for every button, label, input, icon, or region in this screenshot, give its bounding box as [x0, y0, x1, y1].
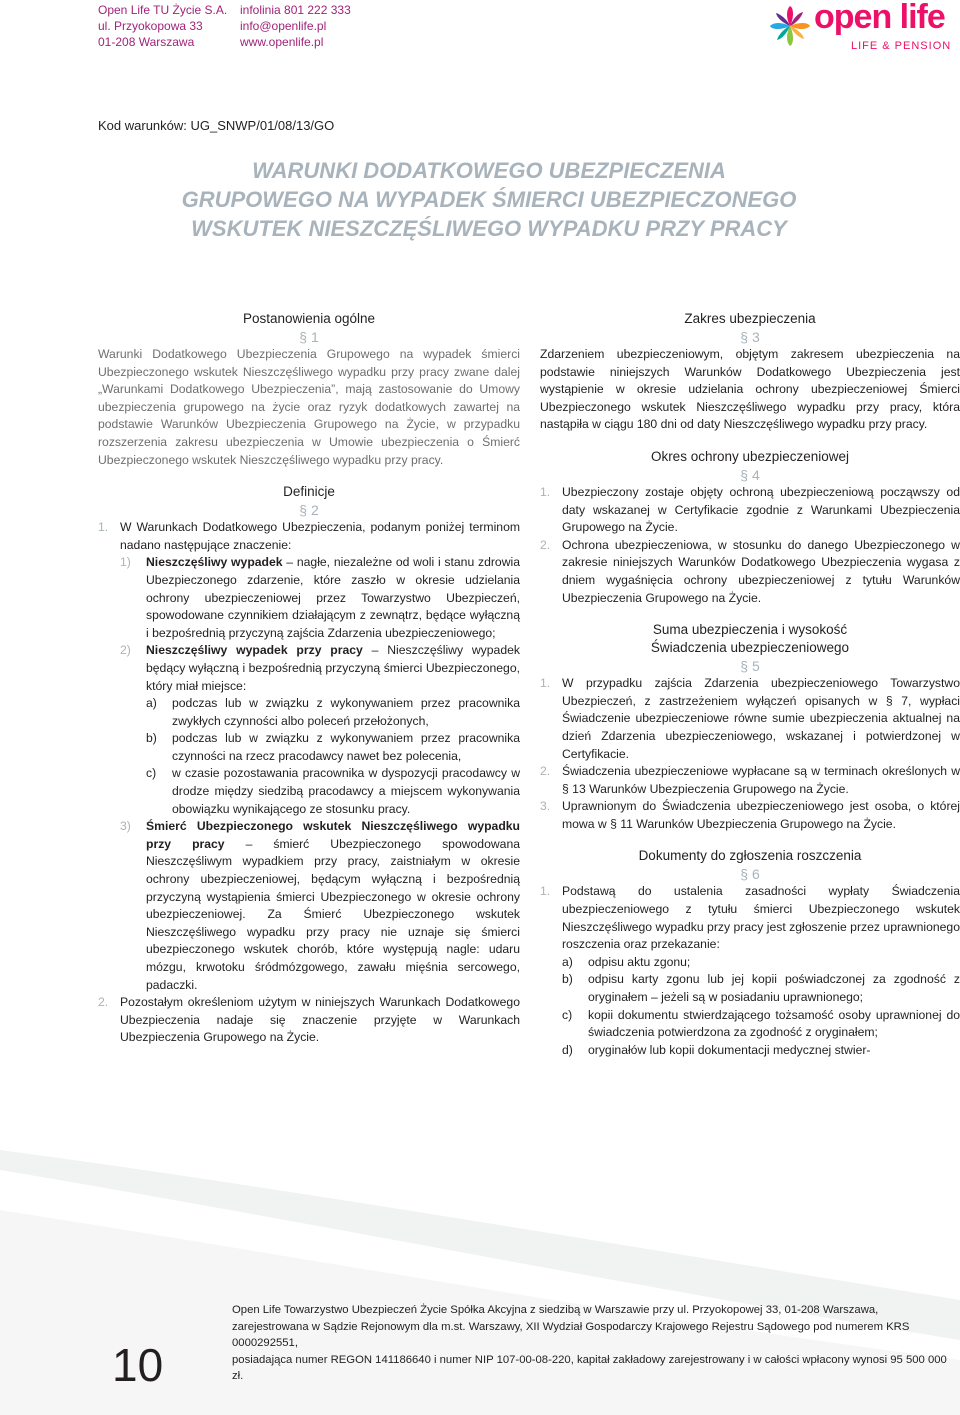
- paragraph-number: 1.: [540, 884, 551, 899]
- sub-item-text: podczas lub w związku z wykonywaniem przez pracownika czynności na rzecz pracodawcy nawet bez polecenia,: [172, 731, 520, 763]
- company-address: [98, 2, 227, 50]
- paragraph: [540, 537, 960, 607]
- sub-item: [562, 1007, 960, 1042]
- section-heading: Okres ochrony ubezpieczeniowej: [650, 448, 850, 464]
- general-provisions-text: Warunki Dodatkowego Ubezpieczenia Grupowego na wypadek śmierci Ubezpieczonego wskutek Nieszczęśliwego wypadku przy pracy zwane dalej „Warunkami Dodatkowego Ubezpieczenia”, mają zastosowanie do Umowy ubezpieczenia grupowego na życie oraz ryzyk dodatkowych zawartej na podstawie Warunków Ubezpieczenia Grupowego na Życie, w przypadku rozszerzenia zakresu ubezpieczenia w Umowie ubezpieczenia o Śmierć Ubezpieczonego wskutek Nieszczęśliwego wypadku przy pracy.: [98, 347, 520, 467]
- paragraph-number: 2.: [540, 537, 551, 552]
- paragraph-text: W Warunkach Dodatkowego Ubezpieczenia, podanym poniżej terminom nadano następujące znaczenie:: [120, 520, 520, 552]
- section-heading: Dokumenty do zgłoszenia roszczenia: [638, 848, 862, 864]
- definition-text: – śmierć Ubezpieczonego spowodowana Nieszczęśliwym wypadkiem przy pracy, zaistniałym w okresie ochrony ubezpieczeniowej, będącym wyłączną i bezpośrednią przyczyną wystąpienia śmierci Ubezpieczonego w okresie ochrony ubezpieczeniowej. Za Śmierć Ubezpieczonego wskutek Nieszczęśliwego wypadku przy pracy nie uznaje się śmierci ubezpieczonego wskutek chorób, które występują nagle: udaru mózgu, krwotoku śródmózgowego, zawału mięśnia sercowego, padaczki.: [146, 836, 521, 992]
- sub-item-letter: c): [562, 1007, 573, 1022]
- paragraph-text: Podstawą do ustalenia zasadności wypłaty Świadczenia ubezpieczeniowego z tytułu śmierci Ubezpieczonego wskutek Nieszczęśliwego wypadku przy pracy jest zgłoszenie przez uprawnionego roszczenia oraz przekazanie:: [562, 884, 960, 952]
- section-number: § 2: [299, 502, 319, 519]
- logo-wordmark: open life: [814, 0, 945, 36]
- paragraph: [98, 994, 520, 1047]
- open-life-logo: [768, 2, 958, 54]
- paragraph: [540, 763, 960, 798]
- definition-term: Nieszczęśliwy wypadek przy pracy: [146, 643, 363, 658]
- title-line: GRUPOWEGO NA WYPADEK ŚMIERCI UBEZPIECZONEGO: [181, 187, 797, 212]
- email-link[interactable]: info@openlife.pl: [240, 19, 327, 33]
- sub-item-text: kopii dokumentu stwierdzającego tożsamość osoby uprawnionej do świadczenia potwierdzona za zgodność z oryginałem;: [588, 1007, 960, 1040]
- logo-tagline: LIFE & PENSION: [851, 40, 952, 52]
- paragraph-text: Uprawnionym do Świadczenia ubezpieczeniowego jest osoba, o której mowa w § 11 Warunków Ubezpieczenia Grupowego na Życie.: [562, 799, 960, 831]
- definition-text: – Nieszczęśliwy wypadek będący wyłączną i bezpośrednią przyczyną śmierci Ubezpieczonego, który miał miejsce:: [146, 643, 520, 693]
- title-line: WARUNKI DODATKOWEGO UBEZPIECZENIA: [252, 158, 726, 183]
- website-link[interactable]: www.openlife.pl: [240, 35, 324, 49]
- section-heading: Świadczenia ubezpieczeniowego: [650, 640, 850, 656]
- sub-item-letter: a): [146, 696, 157, 711]
- footer-line: posiadająca numer REGON 141186640 i numer NIP 107-00-08-220, kapitał zakładowy zarejestrowany i w całości wpłacony wynosi 95 500 000 zł.: [232, 1353, 947, 1382]
- right-column: [540, 310, 960, 1059]
- sub-item: [146, 730, 520, 765]
- paragraph: [540, 484, 960, 537]
- sub-item-text: odpisu karty zgonu lub jej kopii poświadczonej za zgodność z oryginałem – jeżeli są w posiadaniu uprawnionego;: [588, 972, 960, 1005]
- company-street: ul. Przyokopowa 33: [98, 19, 203, 33]
- paragraph-number: 1.: [98, 520, 109, 535]
- definition-text: – nagłe, niezależne od woli i stanu zdrowia Ubezpieczonego zdarzenie, które zaszło w okresie udzielania ochrony ubezpieczeniowej przez Towarzystwo Ubezpieczeń, spowodowane czynnikiem działającym z zewnątrz, będące wyłączną i bezpośrednią przyczyną zajścia Zdarzenia ubezpieczeniowego;: [146, 555, 520, 640]
- paragraph-number: 2.: [98, 995, 109, 1010]
- sub-item: [562, 971, 960, 1006]
- paragraph-number: 1.: [540, 484, 551, 499]
- definition-number: 2): [120, 643, 131, 658]
- scope-text: Zdarzeniem ubezpieczeniowym, objętym zakresem ubezpieczenia na podstawie niniejszych Warunków Dodatkowego Ubezpieczenia jest wystąpienie w okresie udzielania ochrony ubezpieczeniowej Śmierci Ubezpieczonego wskutek Nieszczęśliwego wypadku przy pracy, która nastąpiła w ciągu 180 dni od daty Nieszczęśliwego wypadku przy pracy.: [540, 347, 960, 432]
- section-number: § 4: [740, 466, 760, 483]
- page-title: [98, 156, 880, 243]
- section-heading: Postanowienia ogólne: [242, 311, 376, 326]
- definition-term: Śmierć Ubezpieczonego wskutek Nieszczęśliwego wypadku przy pracy: [146, 819, 520, 851]
- sub-item: [146, 765, 520, 818]
- definition-number: 1): [120, 555, 131, 570]
- definition-number: 3): [120, 819, 131, 834]
- sub-item: [562, 1042, 960, 1060]
- section-heading: Suma ubezpieczenia i wysokość: [652, 622, 848, 638]
- hotline: infolinia 801 222 333: [240, 3, 351, 17]
- left-column: [98, 310, 520, 1047]
- sub-item-text: oryginałów lub kopii dokumentacji medycznej stwier-: [588, 1042, 871, 1057]
- page-number: 10: [112, 1339, 164, 1391]
- paragraph: [98, 519, 520, 554]
- sub-item-letter: d): [562, 1042, 573, 1057]
- paragraph-text: Świadczenia ubezpieczeniowe wypłacane są w terminach określonych w § 13 Warunków Ubezpieczenia Grupowego na Życie.: [562, 764, 960, 796]
- company-contact: [240, 2, 351, 50]
- paragraph-number: 2.: [540, 764, 551, 779]
- paragraph: [540, 883, 960, 953]
- section-heading: Definicje: [283, 484, 335, 500]
- definition-body: [146, 642, 520, 695]
- definition-item: [120, 554, 520, 642]
- paragraph-text: Ubezpieczony zostaje objęty ochroną ubezpieczeniową począwszy od daty wskazanej w Certyfikacie zgodnie z Warunkami Ubezpieczenia Grupowego na Życie.: [562, 484, 960, 535]
- footer-line: Open Life Towarzystwo Ubezpieczeń Życie Spółka Akcyjna z siedzibą w Warszawie przy ul. Przyokopowej 33, 01-208 Warszawa,: [232, 1304, 879, 1316]
- paragraph: [540, 675, 960, 763]
- paragraph-text: Ochrona ubezpieczeniowa, w stosunku do danego Ubezpieczonego w zakresie niniejszych Warunków Dodatkowego Ubezpieczenia wygasa z dniem wygaśnięcia ochrony ubezpieczeniowej z tytułu Warunków Ubezpieczenia Grupowego na Życie.: [562, 537, 960, 605]
- footer-line: zarejestrowana w Sądzie Rejonowym dla m.st. Warszawy, XII Wydział Gospodarczy Krajowego Rejestru Sądowego pod numerem KRS 0000292551,: [232, 1320, 910, 1349]
- sub-item-letter: b): [146, 731, 157, 746]
- sub-item: [146, 695, 520, 730]
- sub-item-text: podczas lub w związku z wykonywaniem przez pracownika zwykłych czynności albo poleceń przełożonych,: [172, 696, 520, 728]
- sub-item-text: odpisu aktu zgonu;: [588, 954, 691, 969]
- paragraph-number: 3.: [540, 799, 551, 814]
- section-number: § 6: [740, 866, 760, 883]
- definition-item: [120, 818, 520, 994]
- conditions-code: Kod warunków: UG_SNWP/01/08/13/GO: [98, 118, 335, 133]
- sub-item-letter: c): [146, 766, 157, 781]
- definition-term: Nieszczęśliwy wypadek: [146, 555, 283, 570]
- title-line: WSKUTEK NIESZCZĘŚLIWEGO WYPADKU PRZY PRACY: [191, 216, 787, 241]
- section-number: § 3: [740, 329, 760, 345]
- paragraph-number: 1.: [540, 676, 551, 691]
- footer-legal: [232, 1302, 952, 1385]
- company-city: 01-208 Warszawa: [98, 35, 195, 49]
- company-name: Open Life TU Życie S.A.: [98, 3, 228, 17]
- section-number: § 1: [299, 329, 319, 345]
- sub-item-text: w czasie pozostawania pracownika w dyspozycji pracodawcy w drodze między siedzibą pracodawcy a miejscem wykonywania obowiązku wynikającego ze stosunku pracy.: [172, 766, 520, 816]
- definition-item: [120, 642, 520, 695]
- section-number: § 5: [740, 658, 760, 675]
- sub-item-letter: a): [562, 954, 573, 969]
- definition-body: [146, 554, 520, 642]
- definition-body: [146, 818, 520, 994]
- sub-item: [562, 954, 960, 972]
- paragraph: [540, 798, 960, 833]
- section-heading: Zakres ubezpieczenia: [684, 311, 816, 326]
- paragraph-text: W przypadku zajścia Zdarzenia ubezpieczeniowego Towarzystwo Ubezpieczeń, z zastrzeżeniem wyłączeń opisanych w § 7, wypłaci Świadczenie ubezpieczeniowe równe sumie ubezpieczenia aktualnej na dzień Zdarzenia ubezpieczeniowego, wskazanej i potwierdzonej w Certyfikacie.: [562, 676, 960, 761]
- sub-item-letter: b): [562, 972, 573, 987]
- pinwheel-icon: [768, 4, 812, 48]
- paragraph-text: Pozostałym określeniom użytym w niniejszych Warunkach Dodatkowego Ubezpieczenia nadaje się znaczenie przyjęte w Warunkach Ubezpieczenia Grupowego na Życie.: [120, 995, 520, 1045]
